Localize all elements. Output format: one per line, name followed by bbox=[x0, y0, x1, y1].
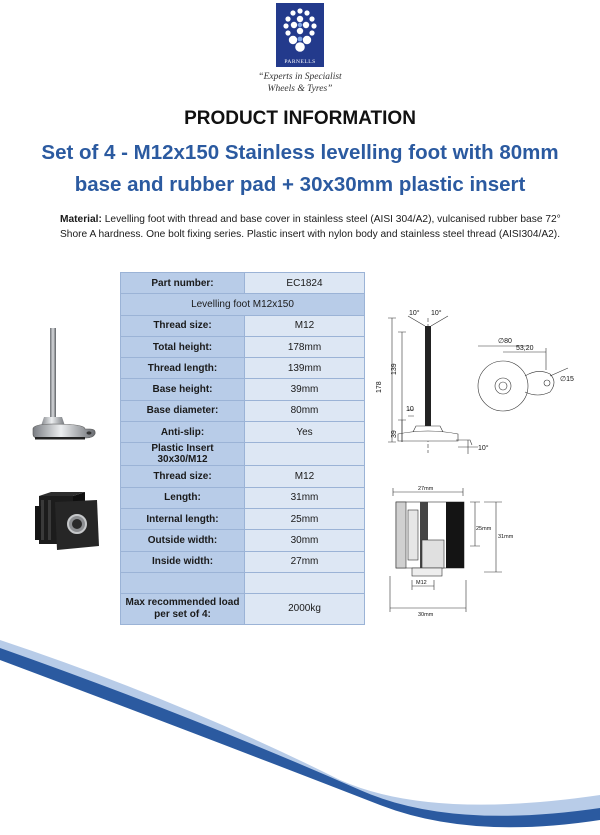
section-blank bbox=[245, 443, 365, 466]
dim-hole: ∅15 bbox=[560, 376, 574, 383]
spec-value: 39mm bbox=[245, 379, 365, 400]
dim-insert-bottom: 30mm bbox=[418, 612, 434, 618]
table-row bbox=[121, 594, 365, 625]
table-row bbox=[121, 572, 365, 593]
spec-value: 139mm bbox=[245, 358, 365, 379]
dim-insert-outer: 31mm bbox=[498, 534, 514, 540]
spec-key: Thread length: bbox=[121, 358, 245, 379]
spec-value: M12 bbox=[245, 315, 365, 336]
section-heading-foot: Levelling foot M12x150 bbox=[121, 294, 365, 315]
table-row bbox=[121, 530, 365, 551]
levelling-foot-image bbox=[30, 325, 100, 450]
logo-text: PARNELLS bbox=[284, 59, 316, 65]
section-heading-insert: Plastic Insert 30x30/M12 bbox=[121, 443, 245, 466]
table-row bbox=[121, 273, 365, 294]
spec-value: Yes bbox=[245, 422, 365, 443]
spec-key: Inside width: bbox=[121, 551, 245, 572]
logo-dots-graphic bbox=[276, 3, 324, 55]
spec-key: Anti-slip: bbox=[121, 422, 245, 443]
decorative-wave bbox=[0, 640, 600, 835]
spec-key: Part number: bbox=[121, 273, 245, 294]
material-text: Levelling foot with thread and base cover in stainless steel (AISI 304/A2), vulcanised rubber base 72° Shore A hardness. One bolt fixing series. Plastic insert with nylon body and stainless steel thread (AISI304/A2). bbox=[60, 214, 561, 240]
dim-base-height: 39 bbox=[391, 430, 398, 438]
dim-thread-height: 139 bbox=[391, 363, 398, 375]
tagline-line-1: “Experts in Specialist bbox=[258, 72, 342, 82]
table-row bbox=[121, 551, 365, 572]
product-title-line-2: base and rubber pad + 30x30mm plastic insert bbox=[74, 173, 526, 196]
dim-insert-inner: 25mm bbox=[476, 526, 492, 532]
dim-insert-thread: M12 bbox=[416, 580, 427, 586]
company-logo bbox=[276, 3, 324, 67]
spec-key: Thread size: bbox=[121, 466, 245, 487]
dim-base-diameter: ∅80 bbox=[498, 338, 512, 345]
spec-value: EC1824 bbox=[245, 273, 365, 294]
table-row bbox=[121, 422, 365, 443]
dim-angle-right: 10° bbox=[431, 310, 442, 317]
product-title-line-1: Set of 4 - M12x150 Stainless levelling foot with 80mm bbox=[41, 141, 559, 164]
spec-key-empty bbox=[121, 572, 245, 593]
material-label: Material: bbox=[60, 214, 102, 225]
spec-value-max-load: 2000kg bbox=[245, 594, 365, 625]
spec-value: M12 bbox=[245, 466, 365, 487]
spec-key: Thread size: bbox=[121, 315, 245, 336]
levelling-foot-drawing bbox=[368, 308, 590, 460]
table-row bbox=[121, 487, 365, 508]
plastic-insert-drawing bbox=[378, 480, 528, 625]
section-row bbox=[121, 443, 365, 466]
spec-key: Base diameter: bbox=[121, 400, 245, 421]
page-title: PRODUCT INFORMATION bbox=[184, 108, 416, 129]
plastic-insert-image bbox=[33, 490, 103, 555]
spec-key: Base height: bbox=[121, 379, 245, 400]
spec-table bbox=[120, 272, 365, 625]
spec-value: 27mm bbox=[245, 551, 365, 572]
spec-key: Length: bbox=[121, 487, 245, 508]
spec-value: 31mm bbox=[245, 487, 365, 508]
section-row bbox=[121, 294, 365, 315]
table-row bbox=[121, 315, 365, 336]
dim-slot: 53,20 bbox=[516, 345, 534, 352]
spec-value: 30mm bbox=[245, 530, 365, 551]
spec-key: Outside width: bbox=[121, 530, 245, 551]
table-row bbox=[121, 400, 365, 421]
spec-key: Total height: bbox=[121, 336, 245, 357]
spec-value: 25mm bbox=[245, 508, 365, 529]
dim-angle-left: 10° bbox=[409, 310, 420, 317]
dim-base-inner: 10 bbox=[406, 406, 414, 413]
table-row bbox=[121, 336, 365, 357]
table-row bbox=[121, 358, 365, 379]
spec-key: Internal length: bbox=[121, 508, 245, 529]
spec-value-empty bbox=[245, 572, 365, 593]
tagline-line-2: Wheels & Tyres” bbox=[267, 84, 333, 94]
spec-key-max-load: Max recommended load per set of 4: bbox=[121, 594, 245, 625]
dim-total-height: 178 bbox=[376, 381, 383, 393]
table-row bbox=[121, 466, 365, 487]
spec-value: 178mm bbox=[245, 336, 365, 357]
spec-value: 80mm bbox=[245, 400, 365, 421]
material-description bbox=[60, 212, 580, 242]
table-row bbox=[121, 379, 365, 400]
dim-angle-bottom: 10° bbox=[478, 445, 489, 452]
table-row bbox=[121, 508, 365, 529]
dim-insert-top: 27mm bbox=[418, 486, 434, 492]
